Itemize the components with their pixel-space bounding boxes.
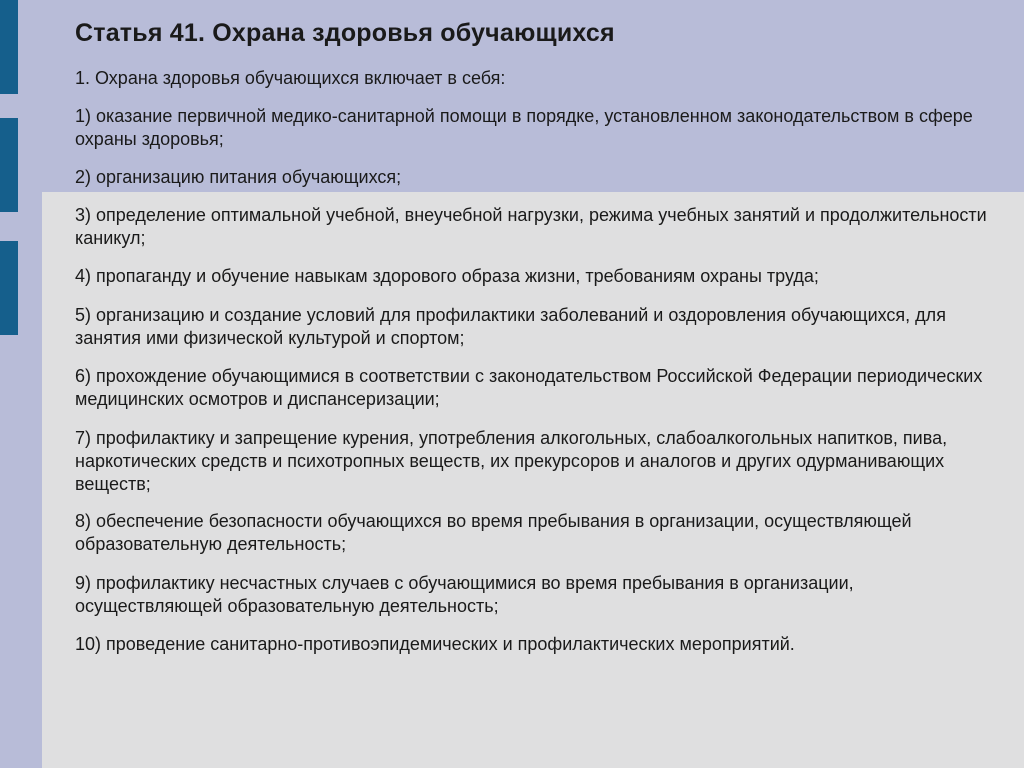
list-item-2: 2) организацию питания обучающихся;	[75, 167, 402, 187]
list-item-3: 3) определение оптимальной учебной, внеучебной нагрузки, режима учебных занятий и продолжительности каникул;	[75, 205, 987, 248]
list-item-8: 8) обеспечение безопасности обучающихся во время пребывания в организации, осуществляющей образовательную деятельность;	[75, 511, 912, 554]
slide-title: Статья 41. Охрана здоровья обучающихся	[75, 19, 615, 47]
accent-bar-middle	[0, 118, 18, 212]
list-item-1: 1) оказание первичной медико-санитарной помощи в порядке, установленном законодательством в сфере охраны здоровья;	[75, 106, 973, 149]
intro-paragraph: 1. Охрана здоровья обучающихся включает в себя:	[75, 68, 506, 88]
list-item-6: 6) прохождение обучающимися в соответствии с законодательством Российской Федерации периодических медицинских осмотров и диспансеризации;	[75, 366, 983, 409]
list-item-7: 7) профилактику и запрещение курения, употребления алкогольных, слабоалкогольных напитков, пива, наркотических средств и психотропных веществ, их прекурсоров и аналогов и других одурманивающих веществ;	[75, 428, 948, 494]
list-item-5: 5) организацию и создание условий для профилактики заболеваний и оздоровления обучающихся, для занятия ими физической культурой и спортом;	[75, 305, 946, 348]
accent-bar-bottom	[0, 241, 18, 335]
list-item-10: 10) проведение санитарно-противоэпидемических и профилактических мероприятий.	[75, 634, 795, 654]
list-item-4: 4) пропаганду и обучение навыкам здорового образа жизни, требованиям охраны труда;	[75, 266, 819, 286]
list-item-9: 9) профилактику несчастных случаев с обучающимися во время пребывания в организации, осуществляющей образовательную деятельность;	[75, 573, 854, 616]
accent-bar-top	[0, 0, 18, 94]
